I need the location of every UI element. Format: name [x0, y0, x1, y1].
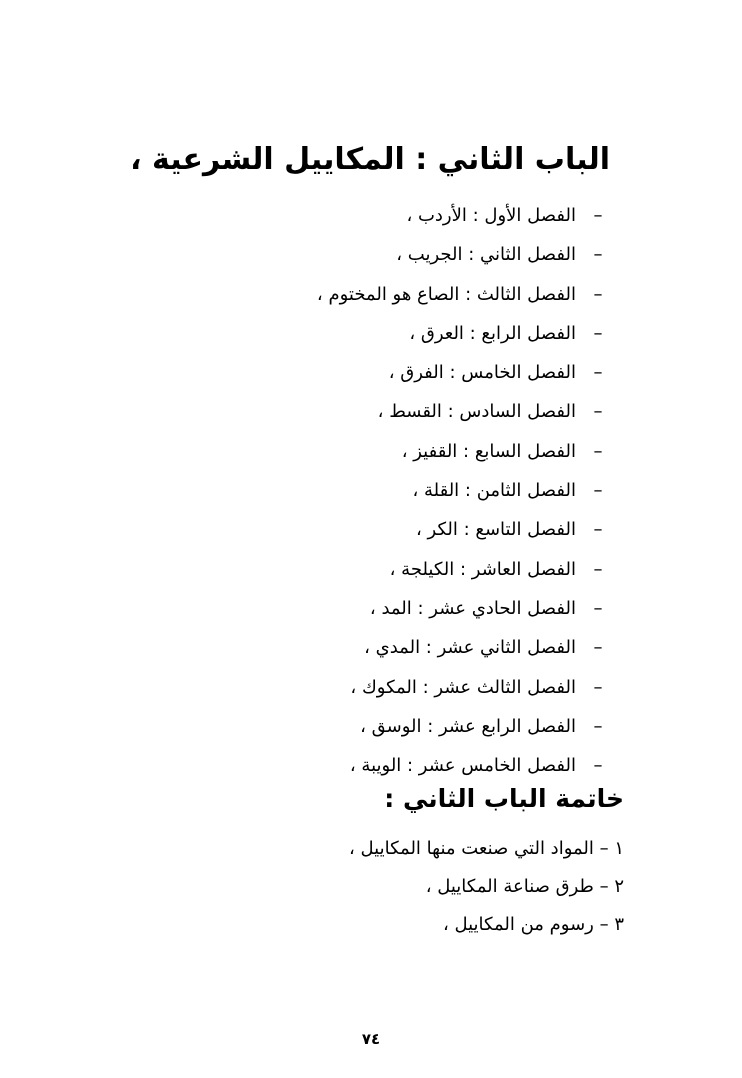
chapter-dash: – [593, 205, 603, 226]
chapter-text: الفصل السادس : القسط ، [377, 401, 576, 423]
chapter-dash: – [593, 519, 603, 541]
chapter-dash: – [593, 244, 603, 266]
chapter-item [317, 314, 610, 353]
chapter-item [317, 746, 610, 785]
chapter-text: الفصل الثالث : الصاع هو المختوم ، [316, 283, 576, 305]
conclusion-title: خاتمة الباب الثاني : [384, 784, 624, 813]
chapter-item [317, 275, 610, 314]
conclusion-item: ١ – المواد التي صنعت منها المكاييل ، [349, 838, 624, 859]
chapter-text: الفصل الرابع عشر : الوسق ، [360, 715, 576, 737]
chapter-dash: – [593, 401, 603, 423]
chapter-dash: – [593, 440, 603, 462]
chapter-text: الفصل الثاني : الجريب ، [396, 244, 576, 266]
page-number: ٧٤ [361, 1030, 381, 1048]
chapter-item [317, 510, 610, 549]
chapter-item [317, 196, 610, 235]
chapter-dash: – [593, 283, 603, 305]
chapter-dash: – [593, 637, 603, 659]
chapter-text: الفصل الثاني عشر : المدي ، [364, 637, 576, 659]
chapter-text: الفصل الخامس : الفرق ، [388, 362, 576, 384]
chapter-item [317, 432, 610, 471]
chapter-text: الفصل التاسع : الكر ، [415, 519, 576, 541]
chapter-item [317, 628, 610, 667]
chapter-item [317, 471, 610, 510]
chapter-dash: – [593, 480, 603, 502]
chapter-dash: – [593, 558, 603, 580]
chapter-item [317, 668, 610, 707]
chapter-text: الفصل الخامس عشر : الويبة ، [349, 755, 576, 777]
chapter-text: الفصل السابع : القفيز ، [401, 440, 576, 462]
chapter-item [317, 392, 610, 431]
chapter-list [317, 196, 610, 785]
conclusion-item: ٢ – طرق صناعة المكاييل ، [425, 876, 624, 897]
chapter-dash: – [593, 755, 603, 777]
chapter-text: الفصل العاشر : الكيلجة ، [389, 558, 576, 580]
chapter-text: الفصل الثامن : القلة ، [412, 480, 576, 502]
conclusion-item: ٣ – رسوم من المكاييل ، [442, 914, 624, 935]
chapter-text: الفصل الأول : الأردب ، [406, 205, 576, 226]
chapter-dash: – [593, 322, 603, 344]
chapter-text: الفصل الرابع : العرق ، [409, 322, 576, 344]
chapter-item [317, 707, 610, 746]
section-title: الباب الثاني : المكاييل الشرعية ، [130, 142, 610, 177]
conclusion-list [349, 830, 624, 944]
chapter-text: الفصل الحادي عشر : المد ، [369, 597, 576, 619]
chapter-dash: – [593, 597, 603, 619]
chapter-dash: – [593, 362, 603, 384]
chapter-item [317, 550, 610, 589]
chapter-dash: – [593, 715, 603, 737]
chapter-dash: – [593, 676, 603, 698]
chapter-text: الفصل الثالث عشر : المكوك ، [350, 676, 576, 698]
chapter-item [317, 353, 610, 392]
chapter-item [317, 589, 610, 628]
chapter-item [317, 235, 610, 274]
